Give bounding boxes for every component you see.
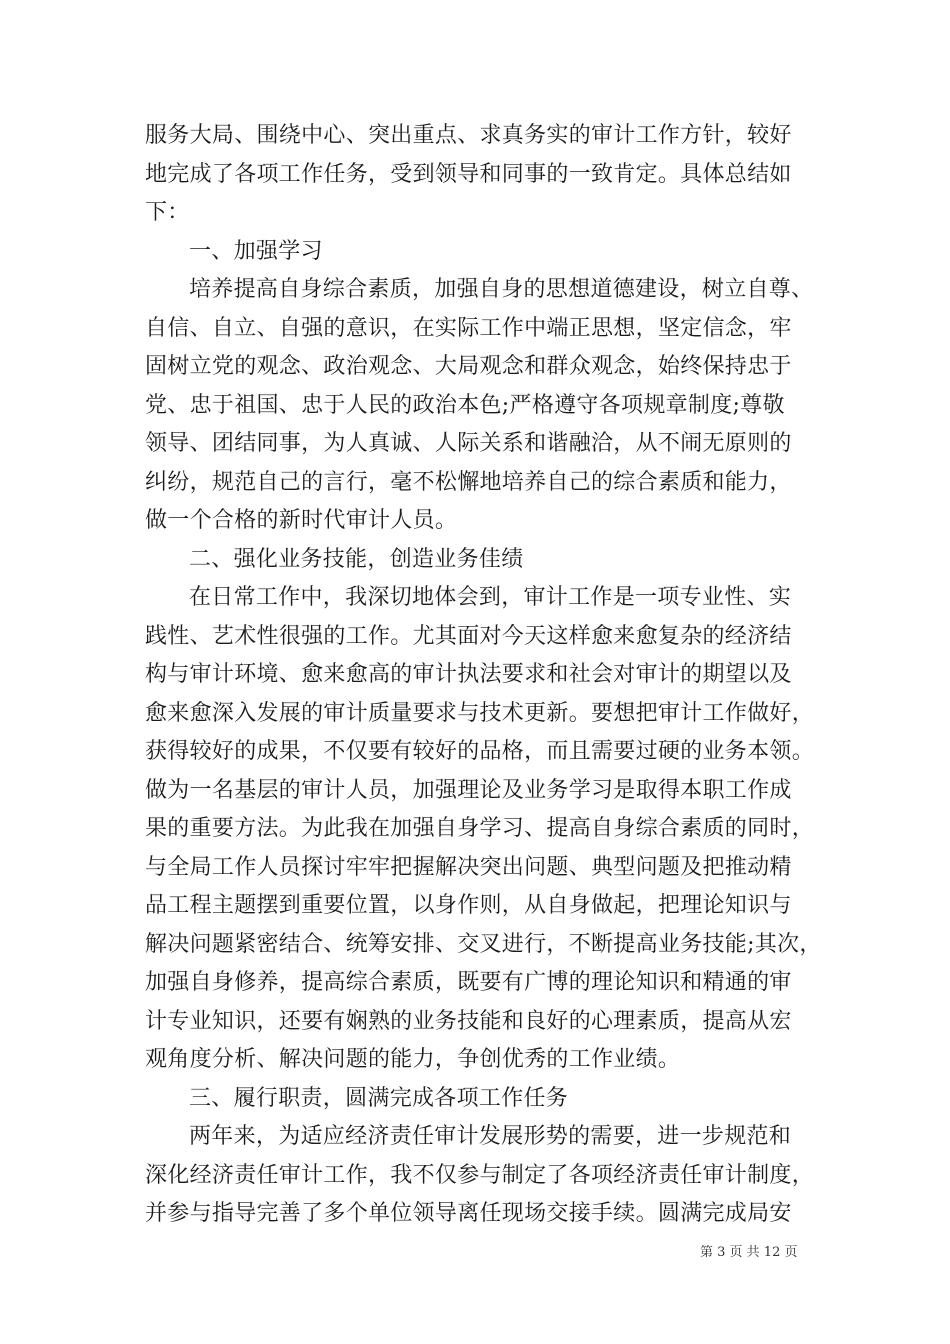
paragraph-line: 自信、自立、自强的意识，在实际工作中端正思想，坚定信念，牢 [145, 315, 792, 341]
document-body [145, 117, 825, 1234]
paragraph-line: 观角度分析、解决问题的能力，争创优秀的工作业绩。 [145, 1047, 681, 1072]
paragraph-line: 做为一名基层的审计人员，加强理论及业务学习是取得本职工作成 [145, 777, 792, 803]
paragraph-line: 地完成了各项工作任务，受到领导和同事的一致肯定。具体总结如 [145, 161, 792, 187]
paragraph-line-indented: 三、履行职责，圆满完成各项工作任务 [189, 1085, 569, 1111]
paragraph-line-indented: 在日常工作中，我深切地体会到，审计工作是一项专业性、实 [189, 585, 792, 610]
paragraph-line-indented: 一、加强学习 [189, 238, 323, 264]
paragraph-line: 领导、团结同事，为人真诚、人际关系和谐融洽，从不闹无原则的 [145, 431, 792, 456]
paragraph-line: 服务大局、围绕中心、突出重点、求真务实的审计工作方针，较好 [145, 123, 792, 148]
paragraph-line: 并参与指导完善了多个单位领导离任现场交接手续。圆满完成局安 [145, 1201, 792, 1226]
paragraph-line-indented: 培养提高自身综合素质，加强自身的思想道德建设，树立自尊、 [189, 277, 814, 302]
paragraph-line: 愈来愈深入发展的审计质量要求与技术更新。要想把审计工作做好， [145, 700, 815, 726]
paragraph-line: 品工程主题摆到重要位置，以身作则，从自身做起，把理论知识与 [145, 893, 792, 918]
page-number-footer: 第 3 页 共 12 页 [700, 1245, 798, 1260]
paragraph-line: 践性、艺术性很强的工作。尤其面对今天这样愈来愈复杂的经济结 [145, 623, 792, 649]
paragraph-line: 党、忠于祖国、忠于人民的政治本色;严格遵守各项规章制度;尊敬 [145, 392, 785, 418]
paragraph-line: 纠纷，规范自己的言行，毫不松懈地培养自己的综合素质和能力， [145, 469, 792, 495]
paragraph-line-indented: 两年来，为适应经济责任审计发展形势的需要，进一步规范和 [189, 1124, 792, 1149]
paragraph-line: 计专业知识，还要有娴熟的业务技能和良好的心理素质，提高从宏 [145, 1008, 792, 1034]
paragraph-line: 加强自身修养，提高综合素质，既要有广博的理论知识和精通的审 [145, 970, 792, 995]
paragraph-line: 解决问题紧密结合、统筹安排、交叉进行，不断提高业务技能;其次， [145, 931, 822, 957]
paragraph-line: 下： [145, 200, 190, 225]
paragraph-line-indented: 二、强化业务技能，创造业务佳绩 [189, 546, 524, 572]
paragraph-line: 获得较好的成果，不仅要有较好的品格，而且需要过硬的业务本领。 [145, 739, 815, 764]
paragraph-line: 果的重要方法。为此我在加强自身学习、提高自身综合素质的同时， [145, 816, 815, 841]
paragraph-line: 构与审计环境、愈来愈高的审计执法要求和社会对审计的期望以及 [145, 662, 792, 687]
paragraph-line: 深化经济责任审计工作，我不仅参与制定了各项经济责任审计制度， [145, 1162, 815, 1188]
paragraph-line: 固树立党的观念、政治观念、大局观念和群众观念，始终保持忠于 [145, 354, 792, 379]
paragraph-line: 与全局工作人员探讨牢牢把握解决突出问题、典型问题及把推动精 [145, 854, 792, 880]
paragraph-line: 做一个合格的新时代审计人员。 [145, 508, 458, 533]
